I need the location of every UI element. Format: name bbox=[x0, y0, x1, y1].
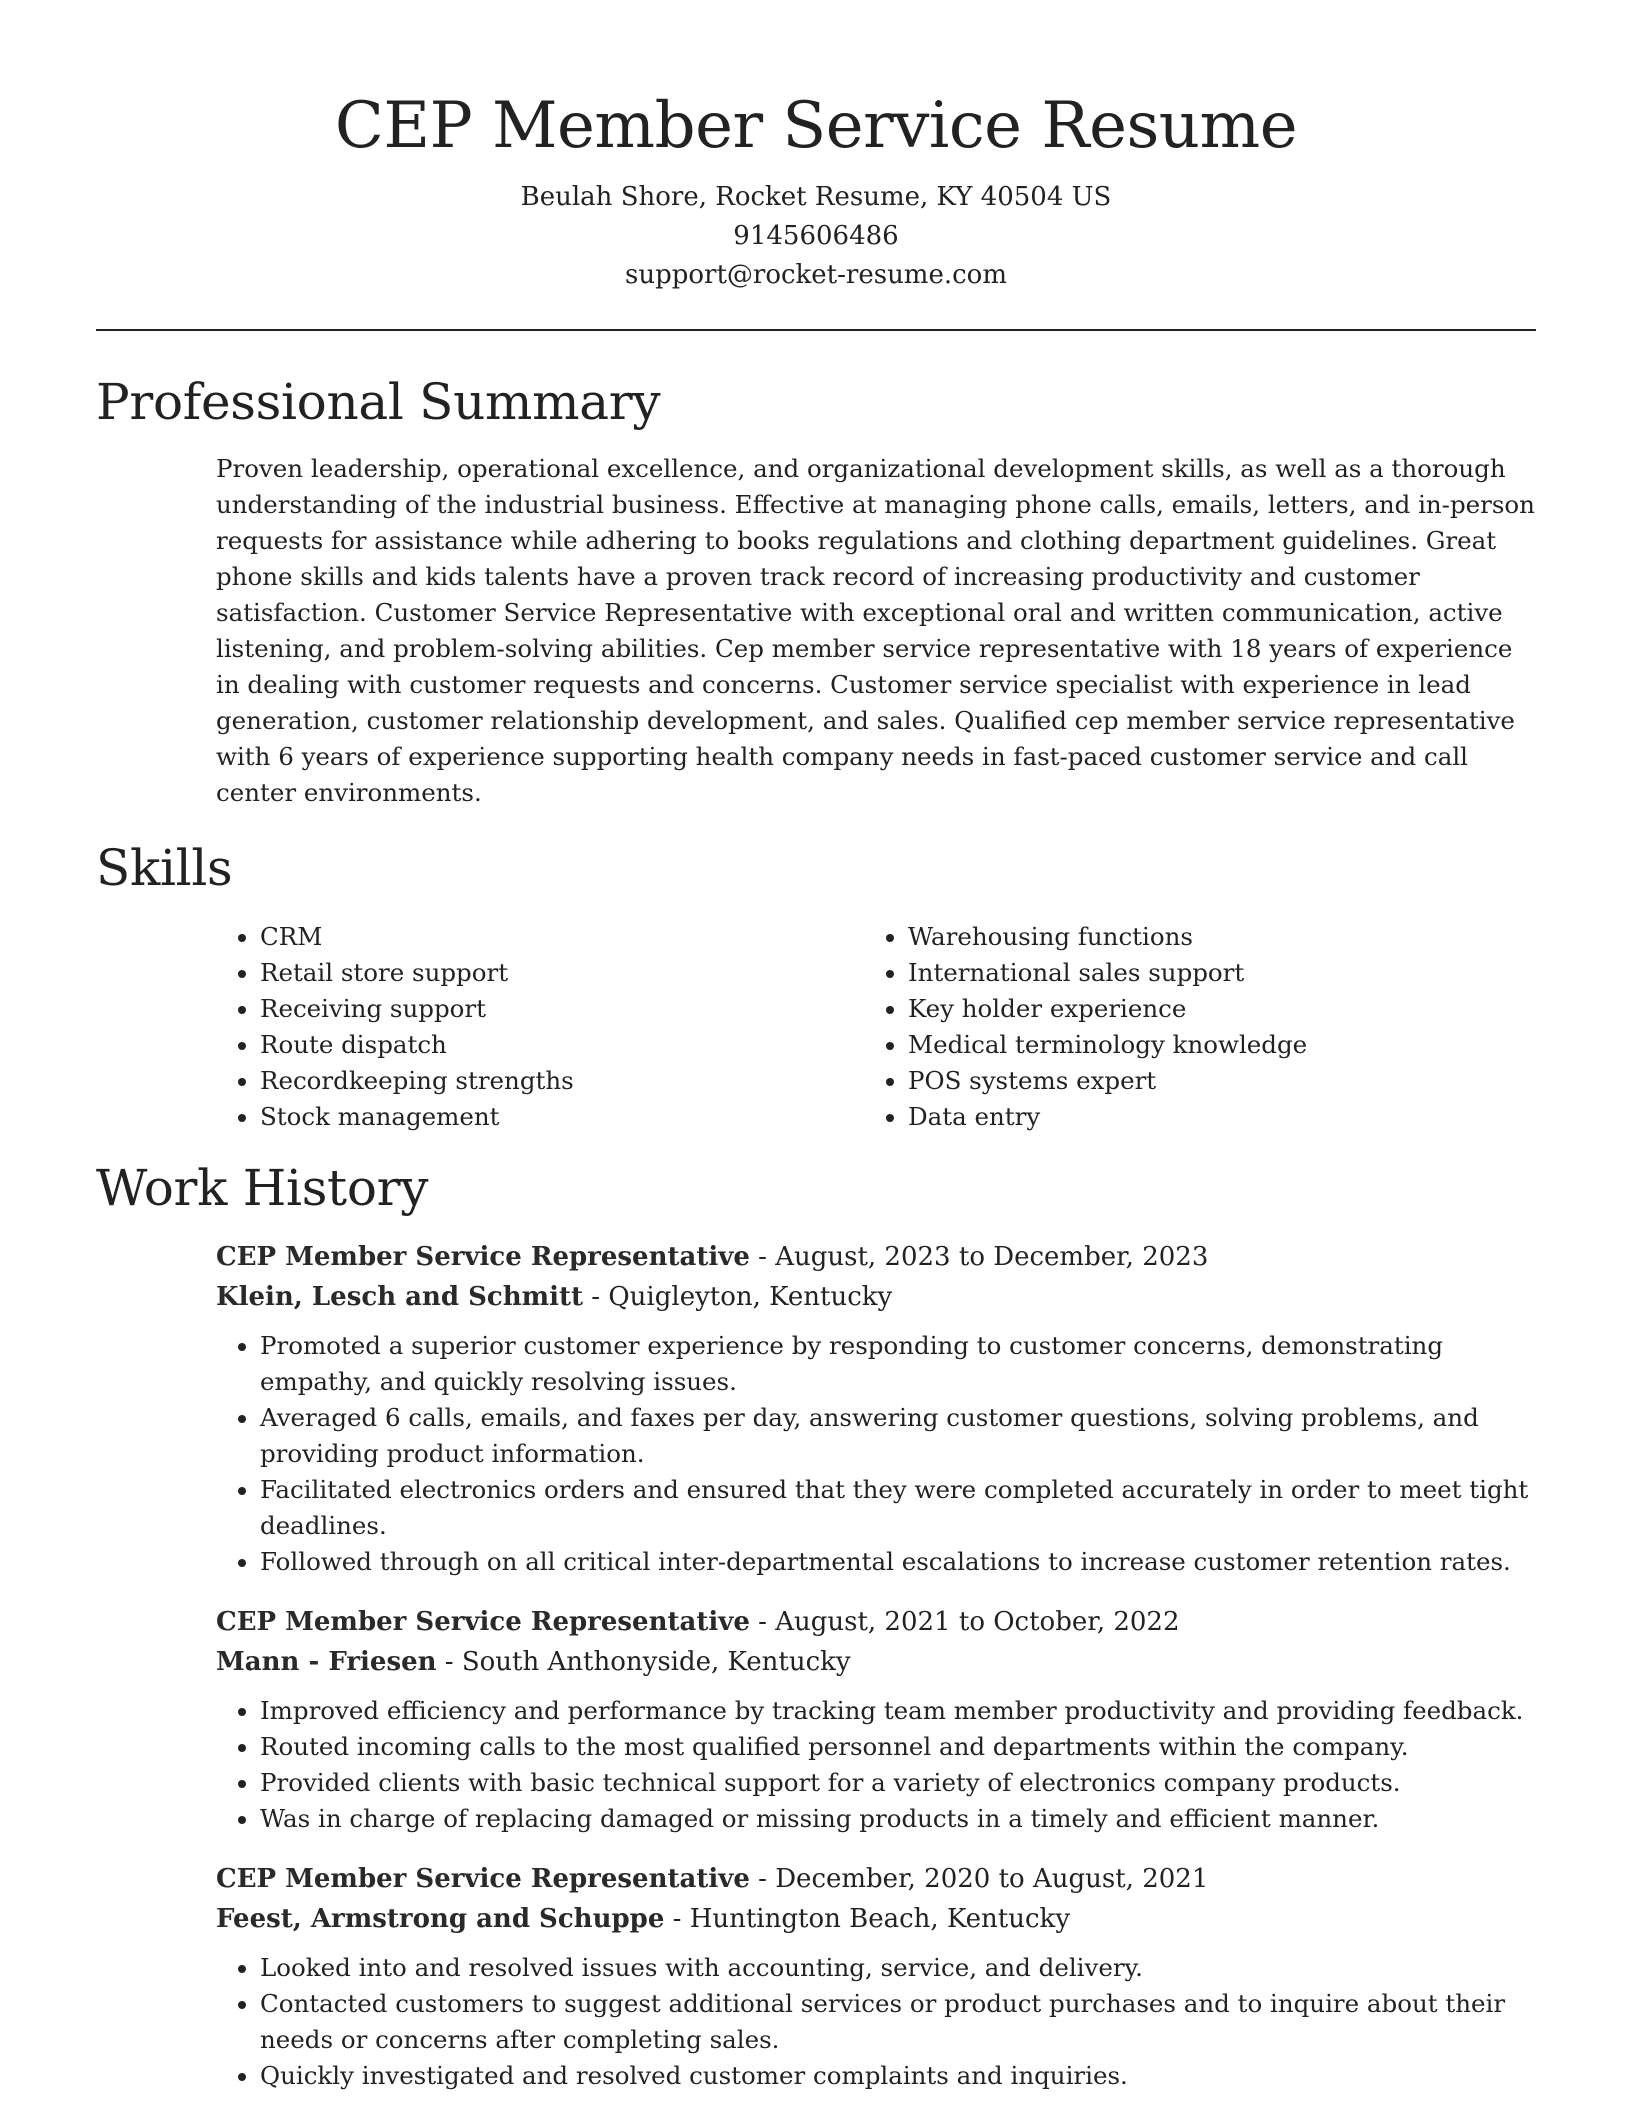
resume-title: CEP Member Service Resume bbox=[334, 89, 1298, 163]
skill-item: • Route dispatch bbox=[260, 1027, 864, 1063]
job-company-line bbox=[216, 1899, 1536, 1939]
skill-item: • Recordkeeping strengths bbox=[260, 1063, 864, 1099]
job-bullet: • Averaged 6 calls, emails, and faxes per day, answering customer questions, solving problems, and providing product information. bbox=[260, 1400, 1536, 1472]
summary-heading: Professional Summary bbox=[96, 373, 661, 431]
job-entry bbox=[216, 1859, 1536, 2094]
job-bullets bbox=[216, 1950, 1536, 2094]
skill-item: • Receiving support bbox=[260, 991, 864, 1027]
skill-item: • Retail store support bbox=[260, 955, 864, 991]
job-title: CEP Member Service Representative bbox=[216, 1242, 750, 1272]
skill-item: • Data entry bbox=[908, 1099, 1528, 1135]
job-dates: - December, 2020 to August, 2021 bbox=[749, 1864, 1209, 1894]
skills-columns bbox=[216, 919, 1536, 1135]
job-bullets bbox=[216, 1328, 1536, 1580]
job-company: Klein, Lesch and Schmitt bbox=[216, 1282, 584, 1312]
contact-address: Beulah Shore, Rocket Resume, KY 40504 US bbox=[520, 182, 1112, 212]
skill-item: • Stock management bbox=[260, 1099, 864, 1135]
job-company: Mann - Friesen bbox=[216, 1647, 437, 1677]
skill-item: • CRM bbox=[260, 919, 864, 955]
job-location: - Quigleyton, Kentucky bbox=[583, 1282, 893, 1312]
job-title: CEP Member Service Representative bbox=[216, 1864, 750, 1894]
job-bullet: • Promoted a superior customer experience by responding to customer concerns, demonstrating empathy, and quickly resolving issues. bbox=[260, 1328, 1536, 1400]
job-location: - South Anthonyside, Kentucky bbox=[436, 1647, 851, 1677]
work-history-heading: Work History bbox=[96, 1159, 429, 1217]
skills-list-left bbox=[216, 919, 864, 1135]
skills-list-right bbox=[864, 919, 1528, 1135]
job-bullets bbox=[216, 1693, 1536, 1837]
job-bullet: • Looked into and resolved issues with accounting, service, and delivery. bbox=[260, 1950, 1536, 1986]
job-bullet: • Followed through on all critical inter-departmental escalations to increase customer retention rates. bbox=[260, 1544, 1536, 1580]
skill-item: • Medical terminology knowledge bbox=[908, 1027, 1528, 1063]
contact-block bbox=[96, 178, 1536, 295]
job-bullet: • Was in charge of replacing damaged or missing products in a timely and efficient manner. bbox=[260, 1801, 1536, 1837]
summary-text: Proven leadership, operational excellence, and organizational development skills, as well as a thorough understanding of the industrial business. Effective at managing phone calls, emails, letters, and in-person requests for assistance while adhering to books regulations and clothing department guidelines. Great phone skills and kids talents have a proven track record of increasing productivity and customer satisfaction. Customer Service Representative with exceptional oral and written communication, active listening, and problem-solving abilities. Cep member service representative with 18 years of experience in dealing with customer requests and concerns. Customer service specialist with experience in lead generation, customer relationship development, and sales. Qualified cep member service representative with 6 years of experience supporting health company needs in fast-paced customer service and call center environments. bbox=[216, 454, 1535, 807]
skill-item: • International sales support bbox=[908, 955, 1528, 991]
job-bullet: • Quickly investigated and resolved customer complaints and inquiries. bbox=[260, 2058, 1536, 2094]
job-company-line bbox=[216, 1642, 1536, 1682]
job-bullet: • Facilitated electronics orders and ensured that they were completed accurately in order to meet tight deadlines. bbox=[260, 1472, 1536, 1544]
job-entry bbox=[216, 1237, 1536, 1580]
resume-page bbox=[96, 0, 1536, 2094]
job-bullet: • Contacted customers to suggest additional services or product purchases and to inquire about their needs or concerns after completing sales. bbox=[260, 1986, 1536, 2058]
job-bullet: • Routed incoming calls to the most qualified personnel and departments within the company. bbox=[260, 1729, 1536, 1765]
skill-item: • Warehousing functions bbox=[908, 919, 1528, 955]
job-location: - Huntington Beach, Kentucky bbox=[664, 1904, 1071, 1934]
header-divider bbox=[96, 329, 1536, 331]
job-bullet: • Provided clients with basic technical support for a variety of electronics company products. bbox=[260, 1765, 1536, 1801]
skill-item: • POS systems expert bbox=[908, 1063, 1528, 1099]
job-dates: - August, 2023 to December, 2023 bbox=[749, 1242, 1209, 1272]
job-title-line bbox=[216, 1237, 1536, 1277]
skill-item: • Key holder experience bbox=[908, 991, 1528, 1027]
skills-heading: Skills bbox=[96, 839, 233, 897]
job-title-line bbox=[216, 1602, 1536, 1642]
job-company-line bbox=[216, 1277, 1536, 1317]
job-company: Feest, Armstrong and Schuppe bbox=[216, 1904, 665, 1934]
job-bullet: • Improved efficiency and performance by tracking team member productivity and providing feedback. bbox=[260, 1693, 1536, 1729]
job-title-line bbox=[216, 1859, 1536, 1899]
job-dates: - August, 2021 to October, 2022 bbox=[749, 1607, 1180, 1637]
contact-email: support@rocket-resume.com bbox=[624, 260, 1007, 290]
job-entry bbox=[216, 1602, 1536, 1837]
contact-phone: 9145606486 bbox=[733, 221, 899, 251]
job-title: CEP Member Service Representative bbox=[216, 1607, 750, 1637]
